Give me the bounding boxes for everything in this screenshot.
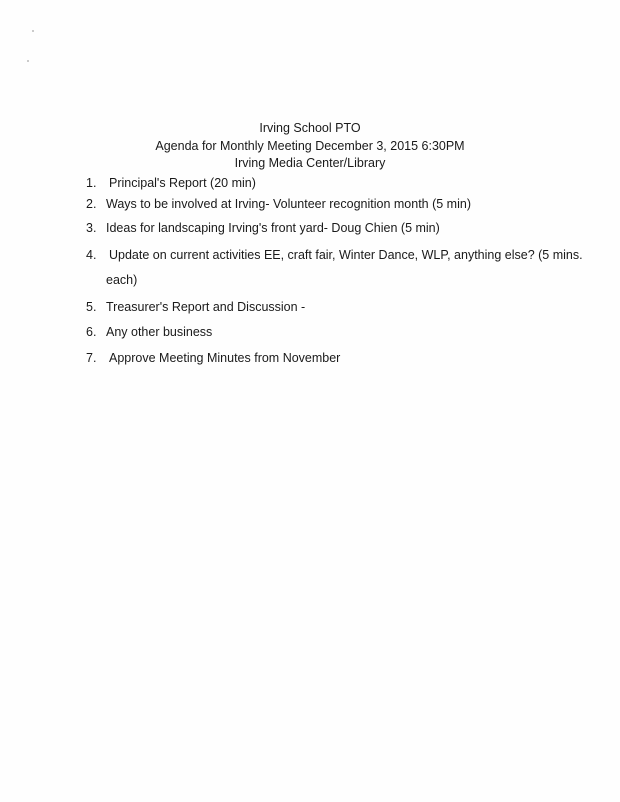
scan-speck	[27, 60, 29, 62]
meeting-location: Irving Media Center/Library	[234, 156, 386, 170]
item-number: 5.	[86, 300, 97, 314]
agenda-item	[86, 197, 471, 211]
item-continuation: each)	[106, 273, 138, 287]
item-text: Principal's Report (20 min)	[109, 176, 256, 190]
item-number: 4.	[86, 248, 97, 262]
item-text: Ideas for landscaping Irving's front yard- Doug Chien (5 min)	[106, 221, 440, 235]
item-number: 7.	[86, 351, 97, 365]
agenda-item	[86, 176, 256, 190]
item-text: Any other business	[106, 325, 213, 339]
item-text: Treasurer's Report and Discussion -	[106, 300, 306, 314]
agenda-item	[86, 300, 305, 314]
document-title: Irving School PTO	[259, 121, 361, 135]
document-subtitle: Agenda for Monthly Meeting December 3, 2015 6:30PM	[155, 139, 465, 153]
agenda-item	[86, 325, 212, 339]
scan-speck	[32, 30, 34, 32]
agenda-item	[86, 351, 340, 365]
agenda-item	[86, 248, 583, 262]
item-number: 1.	[86, 176, 97, 190]
agenda-item	[86, 221, 440, 235]
item-number: 3.	[86, 221, 97, 235]
item-text: Approve Meeting Minutes from November	[109, 351, 341, 365]
item-text: Update on current activities EE, craft fair, Winter Dance, WLP, anything else? (5 mins.	[109, 248, 583, 262]
item-number: 6.	[86, 325, 97, 339]
item-text: Ways to be involved at Irving- Volunteer recognition month (5 min)	[106, 197, 471, 211]
item-number: 2.	[86, 197, 97, 211]
